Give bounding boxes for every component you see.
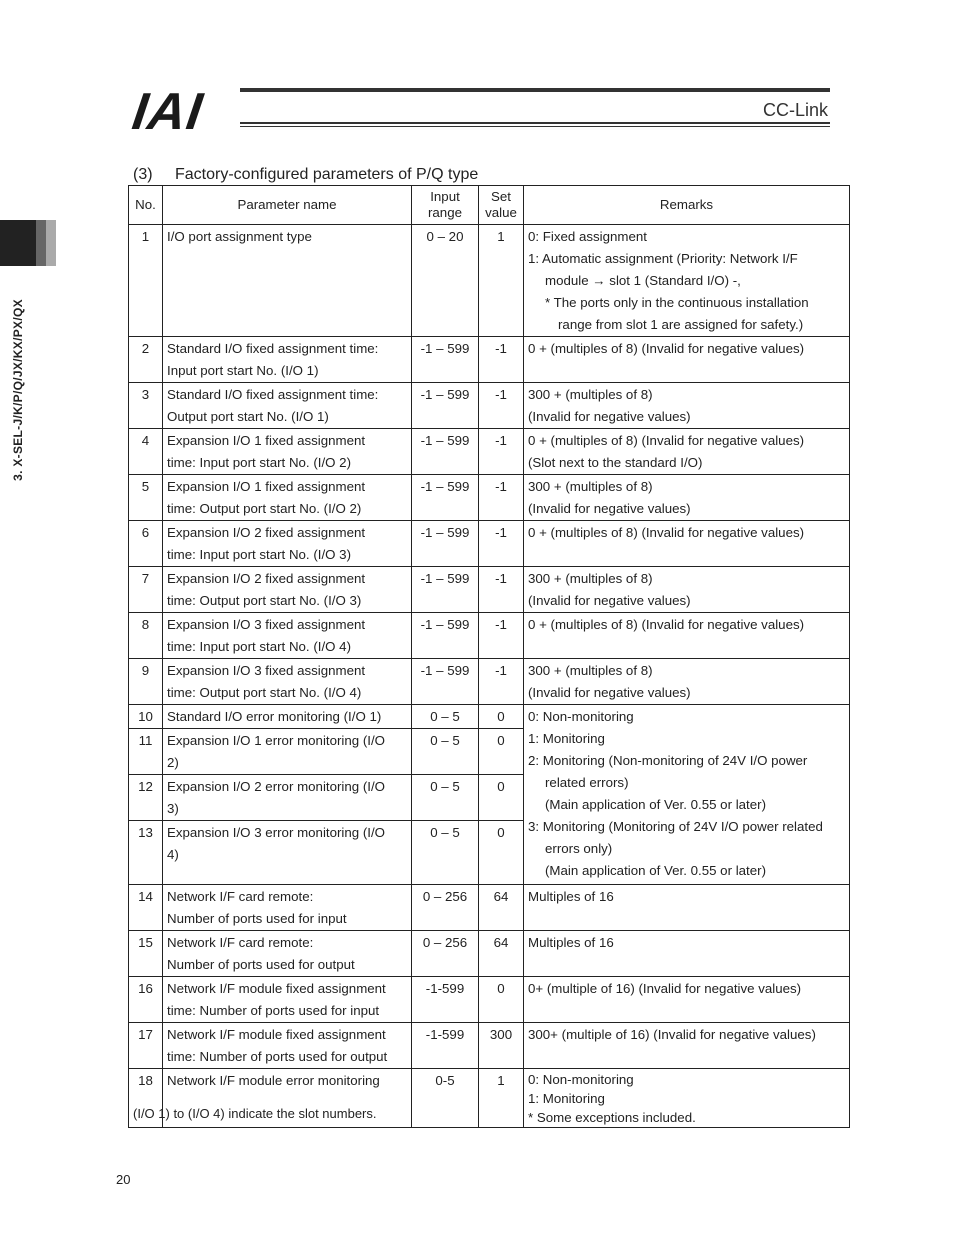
cell-value: 300 [479,1023,524,1069]
remark-line: 0 + (multiples of 8) (Invalid for negative values) [528,433,805,448]
cell-remarks [524,225,850,337]
section-title [133,166,478,184]
cell-name [163,885,412,931]
cell-no: 11 [129,729,163,775]
name-line: Input port start No. (I/O 1) [167,363,319,378]
cell-remarks [524,931,850,977]
cell-remarks [524,885,850,931]
cell-remarks [524,1023,850,1069]
name-line: Output port start No. (I/O 1) [167,409,329,424]
name-line: 4) [167,847,179,862]
name-line: time: Output port start No. (I/O 4) [167,685,362,700]
cell-name [163,931,412,977]
table-header-row [129,186,850,225]
cell-value: -1 [479,383,524,429]
cell-range: -1 – 599 [412,337,479,383]
remark-line: 0 + (multiples of 8) (Invalid for negative values) [528,617,805,632]
cell-no: 10 [129,705,163,729]
remark-line: 1: Monitoring [528,1091,605,1106]
cell-name [163,383,412,429]
name-line: time: Input port start No. (I/O 3) [167,547,352,562]
cell-name [163,775,412,821]
cell-value: 0 [479,821,524,885]
name-line: time: Number of ports used for output [167,1049,388,1064]
name-line: 3) [167,801,179,816]
cell-value: -1 [479,659,524,705]
cell-value: 0 [479,977,524,1023]
name-line: Expansion I/O 1 fixed assignment [167,479,366,494]
cell-remarks [524,659,850,705]
cell-no: 2 [129,337,163,383]
cell-no: 13 [129,821,163,885]
cell-range: 0 – 5 [412,729,479,775]
cell-value: 0 [479,775,524,821]
parameter-table [128,185,850,1128]
cell-range: -1 – 599 [412,475,479,521]
cell-value: 0 [479,705,524,729]
name-line: Standard I/O fixed assignment time: [167,341,379,356]
cell-range: 0 – 5 [412,821,479,885]
name-line: Expansion I/O 2 error monitoring (I/O [167,779,386,794]
cell-range: -1 – 599 [412,383,479,429]
cell-no: 3 [129,383,163,429]
table-row [129,429,850,475]
name-line: Number of ports used for input [167,911,347,926]
remark-line: Multiples of 16 [528,935,614,950]
page-number: 20 [116,1172,131,1187]
remark-line: (Invalid for negative values) [528,409,691,424]
name-line: Standard I/O fixed assignment time: [167,387,379,402]
cell-name [163,729,412,775]
name-line: Network I/F module fixed assignment [167,1027,386,1042]
cell-no: 6 [129,521,163,567]
cell-no: 15 [129,931,163,977]
remark-line: 300+ (multiple of 16) (Invalid for negative values) [528,1027,816,1042]
cell-name [163,475,412,521]
name-line: Network I/F card remote: [167,889,314,904]
remark-line: 0: Fixed assignment [528,229,647,244]
remark-line: 300 + (multiples of 8) [528,387,653,402]
cell-value: 64 [479,885,524,931]
header-title: CC-Link [762,100,828,120]
remark-line: (Main application of Ver. 0.55 or later) [545,863,766,878]
table-row [129,225,850,337]
remark-line: module → slot 1 (Standard I/O) -, [545,273,741,288]
remark-line: 1: Monitoring [528,731,605,746]
cell-remarks [524,567,850,613]
cell-range: -1 – 599 [412,429,479,475]
chapter-tab-marker [0,220,36,266]
remark-line: 2: Monitoring (Non-monitoring of 24V I/O power [528,753,808,768]
cell-no: 7 [129,567,163,613]
cell-value: -1 [479,475,524,521]
cell-name [163,429,412,475]
cell-name [163,225,412,337]
section-heading: Factory-configured parameters of P/Q type [175,166,479,183]
remark-line: (Invalid for negative values) [528,685,691,700]
cell-value: -1 [479,567,524,613]
name-line: Expansion I/O 1 fixed assignment [167,433,366,448]
cell-remarks [524,337,850,383]
cell-range: -1 – 599 [412,567,479,613]
cell-range: 0 – 5 [412,705,479,729]
name-line: time: Number of ports used for input [167,1003,380,1018]
cell-value: -1 [479,429,524,475]
remark-line: 3: Monitoring (Monitoring of 24V I/O power related [528,819,823,834]
table-row [129,1023,850,1069]
chapter-side-label: 3. X-SEL-J/K/P/Q/JX/KX/PX/QX [11,299,25,481]
cell-no: 8 [129,613,163,659]
table-row [129,383,850,429]
remark-line: * The ports only in the continuous installation [545,295,809,310]
remark-line: 0: Non-monitoring [528,709,634,724]
cell-name [163,705,412,729]
remark-line: 0 + (multiples of 8) (Invalid for negative values) [528,525,805,540]
name-line: Network I/F card remote: [167,935,314,950]
cell-remarks-shared [524,705,850,885]
cell-remarks [524,1069,850,1128]
name-line: Number of ports used for output [167,957,355,972]
cell-value: 0 [479,729,524,775]
table-row [129,977,850,1023]
name-line: Network I/F module fixed assignment [167,981,386,996]
cell-value: 64 [479,931,524,977]
cell-value: -1 [479,521,524,567]
cell-range: 0 – 5 [412,775,479,821]
cell-name [163,977,412,1023]
remark-line: 300 + (multiples of 8) [528,479,653,494]
name-line: time: Output port start No. (I/O 2) [167,501,362,516]
cell-no: 9 [129,659,163,705]
cell-remarks [524,475,850,521]
cell-range: -1 – 599 [412,521,479,567]
remark-line: errors only) [545,841,613,856]
cell-name [163,337,412,383]
remark-line: (Slot next to the standard I/O) [528,455,703,470]
table-footnote: (I/O 1) to (I/O 4) indicate the slot numbers. [133,1106,377,1121]
section-number: (3) [133,166,153,183]
cell-name [163,821,412,885]
cell-range: 0 – 20 [412,225,479,337]
name-line: Standard I/O error monitoring (I/O 1) [167,709,382,724]
remark-line: Multiples of 16 [528,889,614,904]
remark-line: 300 + (multiples of 8) [528,571,653,586]
name-line: Expansion I/O 2 fixed assignment [167,525,366,540]
cell-name [163,567,412,613]
header-set-value: Set value [479,186,524,225]
header-input-range: Input range [412,186,479,225]
header-remarks: Remarks [524,186,850,225]
header-no: No. [129,186,163,225]
remark-line: 0 + (multiples of 8) (Invalid for negative values) [528,341,805,356]
name-line: 2) [167,755,179,770]
name-line: time: Input port start No. (I/O 4) [167,639,352,654]
cell-no: 17 [129,1023,163,1069]
table-row [129,931,850,977]
cell-range: -1-599 [412,1023,479,1069]
remark-line: 300 + (multiples of 8) [528,663,653,678]
table-row [129,337,850,383]
remark-line: (Main application of Ver. 0.55 or later) [545,797,766,812]
table-row [129,567,850,613]
name-line: Network I/F module error monitoring [167,1073,380,1088]
table-row [129,885,850,931]
table-row [129,705,850,729]
cell-name [163,659,412,705]
cell-remarks [524,429,850,475]
remark-line: 1: Automatic assignment (Priority: Network I/F [528,251,798,266]
cell-remarks [524,613,850,659]
header-parameter-name: Parameter name [163,186,412,225]
chapter-tab-marker-mid [36,220,46,266]
name-line: Expansion I/O 3 error monitoring (I/O [167,825,386,840]
cell-value: 1 [479,1069,524,1128]
cell-no: 16 [129,977,163,1023]
table-row [129,475,850,521]
header-rule [240,88,830,127]
cell-no: 4 [129,429,163,475]
cell-name [163,613,412,659]
remark-line: 0+ (multiple of 16) (Invalid for negative values) [528,981,802,996]
cell-value: -1 [479,613,524,659]
cell-name [163,1023,412,1069]
cell-remarks [524,521,850,567]
cell-remarks [524,977,850,1023]
name-line: Expansion I/O 3 fixed assignment [167,663,366,678]
name-line: I/O port assignment type [167,229,312,244]
cell-range: 0 – 256 [412,931,479,977]
cell-value: 1 [479,225,524,337]
cell-no: 1 [129,225,163,337]
cell-range: 0 – 256 [412,885,479,931]
remark-line: (Invalid for negative values) [528,593,691,608]
cell-value: -1 [479,337,524,383]
cell-no: 12 [129,775,163,821]
cell-no: 14 [129,885,163,931]
remark-line: related errors) [545,775,629,790]
cell-remarks [524,383,850,429]
table-row [129,659,850,705]
cell-range: -1 – 599 [412,659,479,705]
iai-logo: IAI [128,83,207,141]
remark-line: 0: Non-monitoring [528,1072,634,1087]
name-line: time: Input port start No. (I/O 2) [167,455,352,470]
name-line: Expansion I/O 2 fixed assignment [167,571,366,586]
cell-range: -1 – 599 [412,613,479,659]
cell-range: -1-599 [412,977,479,1023]
cell-no: 18 [129,1069,163,1128]
name-line: Expansion I/O 1 error monitoring (I/O [167,733,386,748]
table-row [129,613,850,659]
cell-name [163,521,412,567]
remark-line: (Invalid for negative values) [528,501,691,516]
remark-line: * Some exceptions included. [528,1110,696,1125]
cell-range: 0-5 [412,1069,479,1128]
name-line: Expansion I/O 3 fixed assignment [167,617,366,632]
remark-line: range from slot 1 are assigned for safety.) [558,317,804,332]
table-row [129,521,850,567]
chapter-tab-marker-light [46,220,56,266]
cell-no: 5 [129,475,163,521]
name-line: time: Output port start No. (I/O 3) [167,593,362,608]
